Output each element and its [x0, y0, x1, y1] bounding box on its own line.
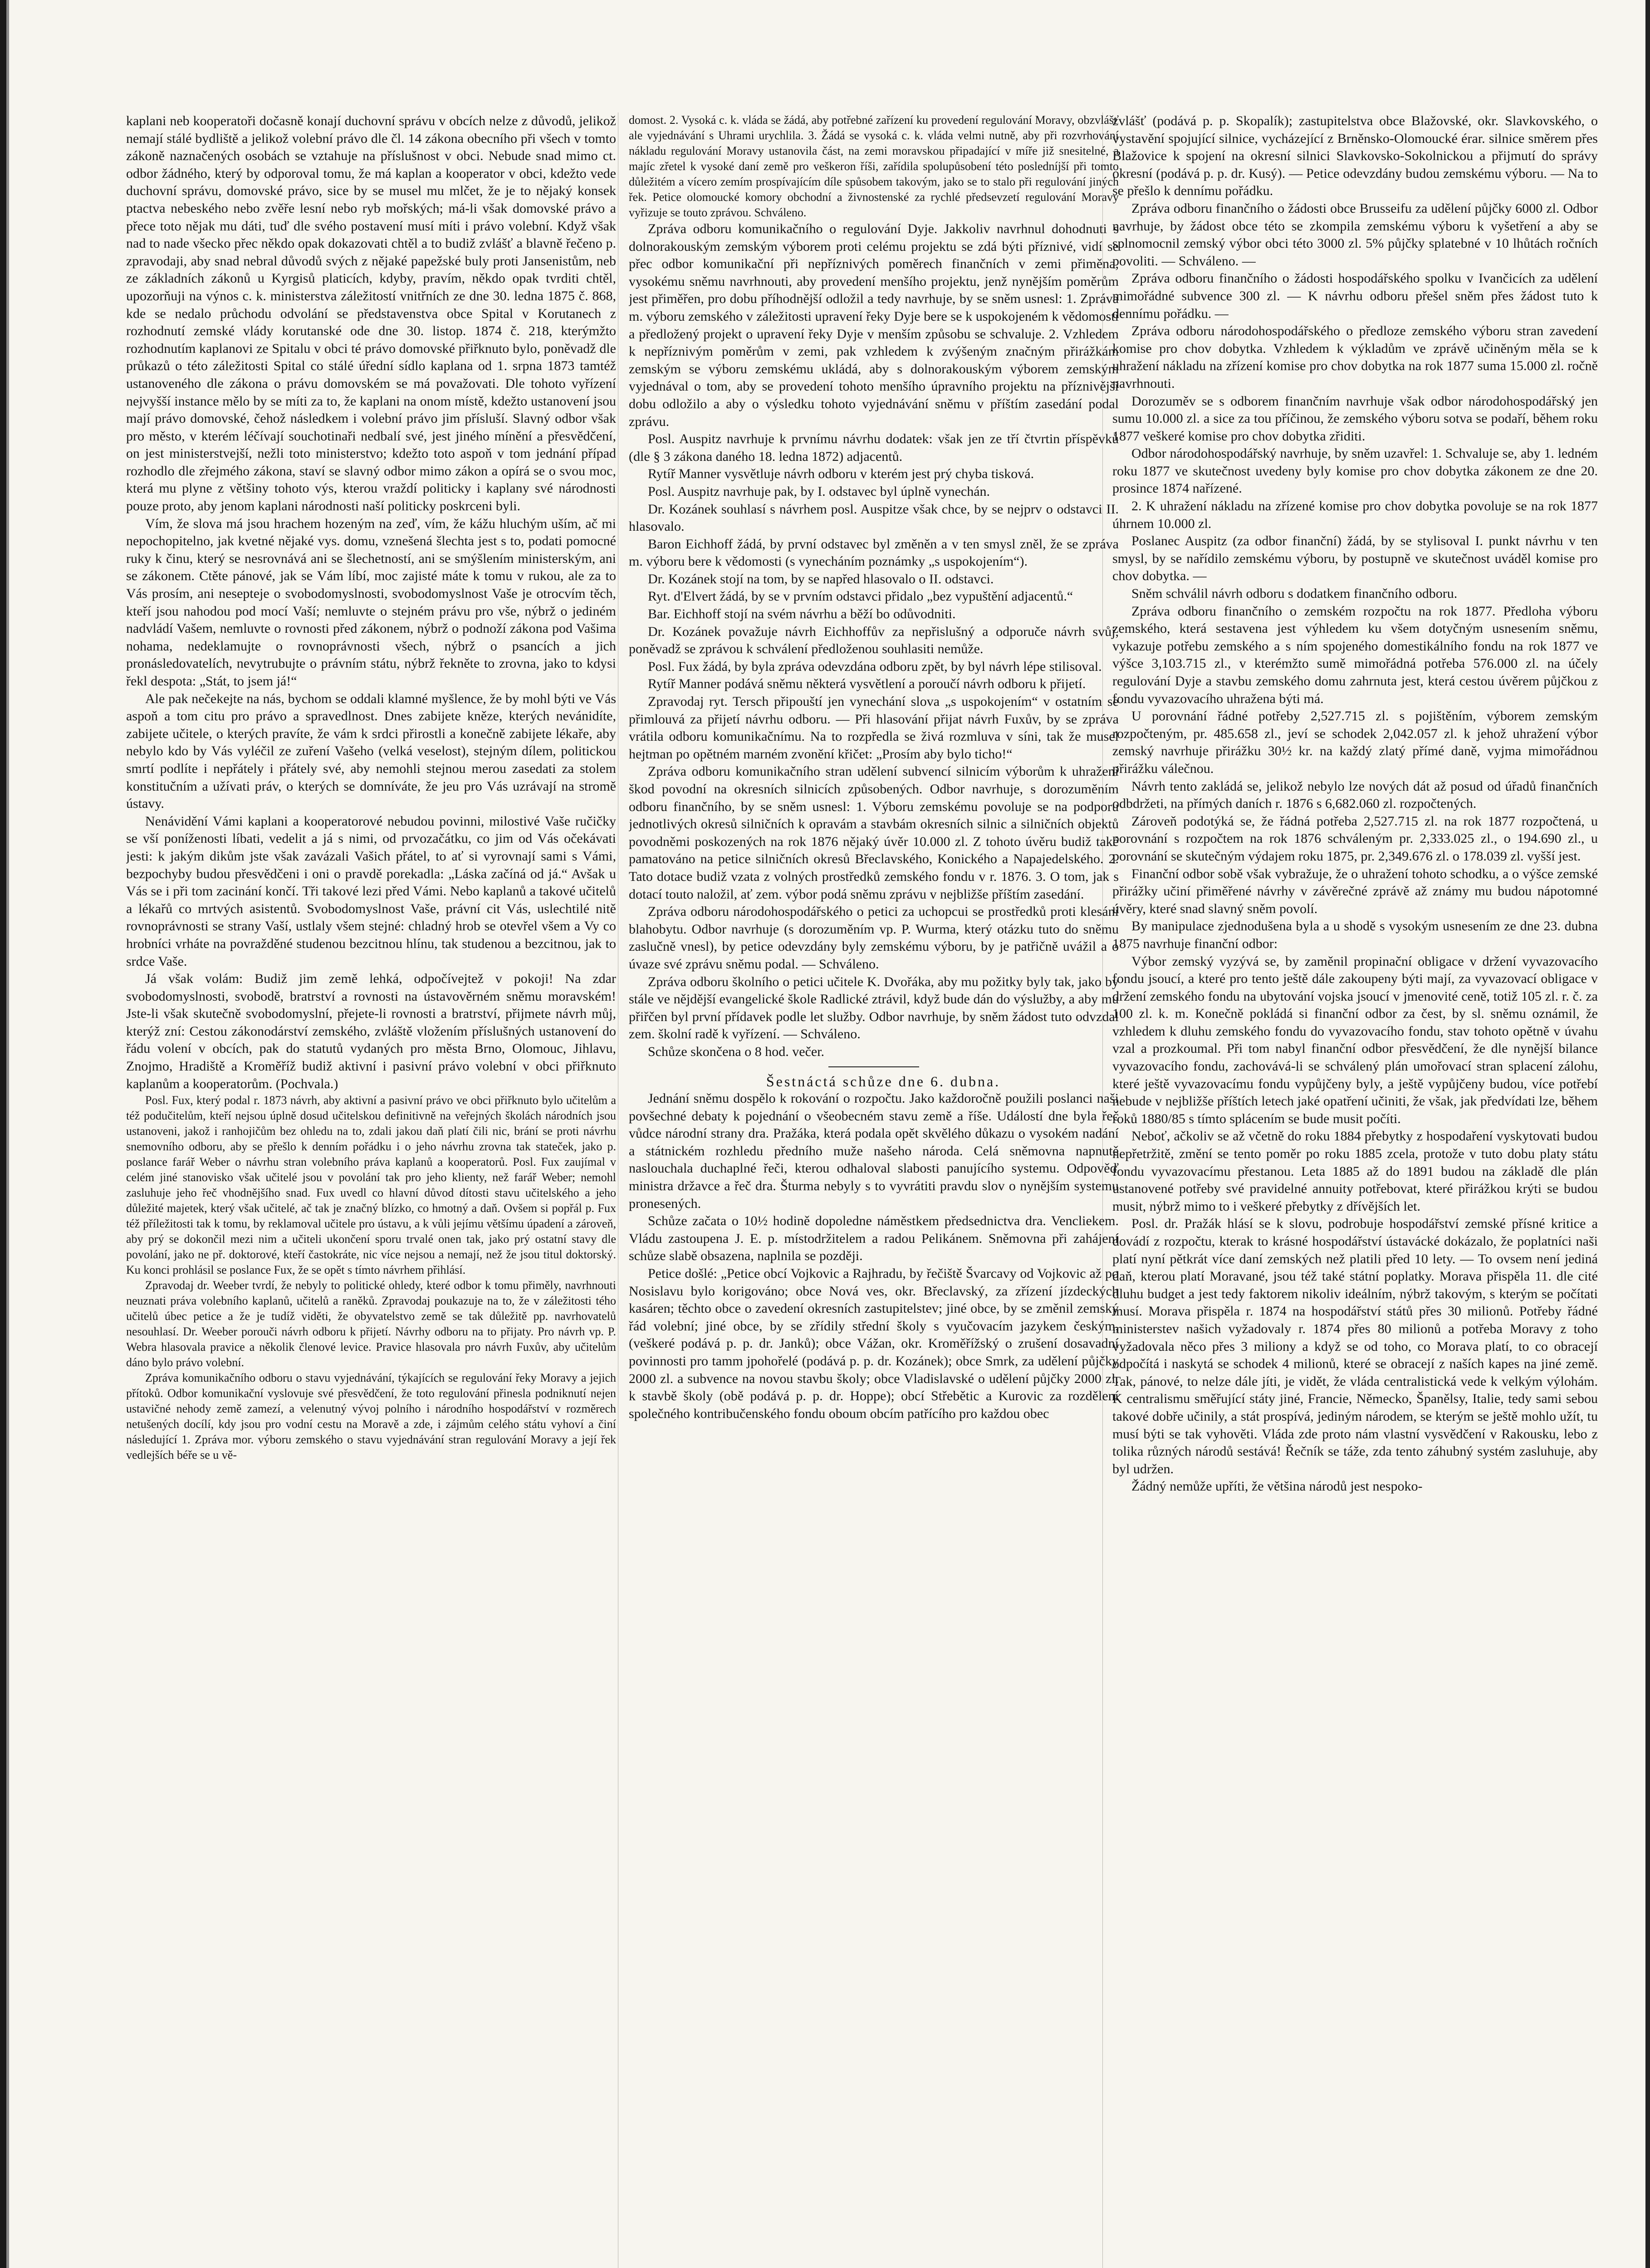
paragraph: Dorozuměv se s odborem finančním navrhuje však odbor národohospodářský jen sumu 10.000 zl. a sice za tou příčinou, že zemského výboru sotva se podaří, během roku 1877 veškeré komise pro chov dobytka zřiditi.: [1112, 393, 1598, 444]
paragraph: Posl. Fux, který podal r. 1873 návrh, aby aktivní a pasivní právo ve obci přiřknuto bylo učitelům a též podučitelům, kteří nejsou úplně dosud učitelskou definitivně na veřejných školách národních jsou ustanoveni, jakož i ranhojičům bez ohledu na to, zdali jakou daň platí čili nic, brání se proti návrhu snemovního odboru, aby se přešlo k denním pořádku i o jeho návrhu zrovna tak stateček, jako p. poslance farář Weber o návrhu stran volebního práva kaplanů a kooperatorů. Posl. Fux zaujímal v celém jiné stanovisko však učitelé jsou v povolání tak pro jeho klienty, než farář Weber; nemohl zasluhuje jeho řeč vhodnějšího snad. Fux uvedl co hlavní důvod dítosti stavu učitelského a jeho důležité majetek, který však učitelé, ač tak je značný blízko, co hmotný a daň. Ovšem si popřál p. Fux též příležitosti tak k tomu, by reklamoval učitele pro ústavu, a k vůli jejímu většímu úpadení a zároveň, aby prý se dokončil mezi nim a učiteli ukončení sporu trvalé onen tak, jako prý ostatní stavy dle povolání, jako ne př. doktorové, kteří častokráte, nic více nejsou a nemají, než že jsou titul doktorský. Ku konci prohlásil se poslance Fux, že se opět s tímto návrhem přihlásí.: [126, 1094, 616, 1277]
paragraph: Odbor národohospodářský navrhuje, by sněm uzavřel: 1. Schvaluje se, aby 1. ledném roku 1877 ve skutečnost uvedeny byly komise pro chov dobytka zákonem ze dne 20. prosince 1874 nařízené.: [1112, 446, 1598, 496]
paragraph: kaplani neb kooperatoři dočasně konají duchovní správu v obcích nelze z důvodů, jelikož nemají stálé bydliště a jelikož volební právo dle čl. 14 zákona obecního při všech v tomto zákoně naznačených osobách se vztahuje na příslušnost v obci. Nebude snad mimo ct. odbor žádného, který by odporoval tomu, že má kaplan a kooperator v obci, kdežto vede duchovní správu, domovské právo, sice by se musel mu mlčet, že je to nějaký konsek ptactva nebeského nebo zvěře lesní nebo ryb mořských; má-li však domovské právo a přece toto nějak mu dáti, tuď dle svého postavení musí míti i právo volební. Když však nad to nade všecko přec někdo opak dokazovati chtěl a to budiž zvlášť a blavně řečeno p. zpravodaji, aby snad nebral důvodů svých z nějaké papežské buly proti Jansenistům, neb ze základních zákonů u Kyrgisů platicích, kdyby, pravím, někdo opak tvrditi chtěl, upozorňuji na výnos c. k. ministerstva záležitostí vnitřních ze dne 30. ledna 1875 č. 868, kde se nedalo průchodu odvolání se představenstva obce Spital v Korutanech z rozhodnutí zemské vlády korutanské ode dne 30. listop. 1874 č. 218, kterýmžto rozhodnutím kaplanovi ze Spitalu v obci té právo domovské přiřknuto bylo, poněvadž dle průkazů o této záležitosti Spital co stálé úřední sídlo kaplana od 1. srpna 1873 tamtéž ustanoveného dle zákona o právu domovském se má považovati. Dle tohoto vyřízení nejvyšší instance mělo by se míti za to, že kaplani na onom místě, kdežto ustanovení jsou mají právo domovské, čehož následkem i volební právo jim přísluší. Slavný odbor však pro město, v kterém léčívají souchotinaři nedbalí své, jest jiného mínění a přesvědčení, on jest ministerstvejší, nežli toto ministerstvo; kdežto toto aspoň v tom jednání případ rozhodlo dle zřejmého zákona, staví se slavný odbor mimo zákon a opírá se o svou moc, která mu plyne z většiny tohoto výs, kterou vraždí politicky i kaplany své národnosti pouze proto, aby jenom kaplani národnosti naší politicky poskrceni byli.: [126, 113, 616, 514]
paragraph: domost. 2. Vysoká c. k. vláda se žádá, aby potřebné zařízení ku provedení regulování Moravy, obzvlášť ale vyjednávání s Uhrami urychlila. 3. Žádá se vysoká c. k. vláda velmi nutně, aby při rozvrhování nákladu regulování Moravy ustanovila část, na zemi moravskou připadající v míře již snesitelné, a majíc zřetel k vysoké daní země pro veškeron říši, zařídila spolupůsobení této posledníjší při tomto důležitém a vícero zemím prospívajícím díle spůsobem takovým, jako se to stalo při regulování jiných řek. Petice olomoucké komory obchodní a živnostenské za rychlé předsevzetí regulování Moravy vyřizuje se touto zprávou. Schváleno.: [629, 113, 1119, 219]
paragraph: Zpráva odboru finančního o žádosti hospodářského spolku v Ivančicích za udělení mimořádné subvence 300 zl. — K návrhu odboru přešel sněm přes žádost tuto k dennímu pořádku. —: [1112, 271, 1598, 321]
paragraph: Zpráva odboru komunikačního o regulování Dyje. Jakkoliv navrhnul dohodnuti s dolnorakouským zemským výborem proti celému projektu se zdá býti příznivé, vidí se přec odbor komunikační při nepříznivých poměrech finančních v zemi přiměna, vysokému sněmu navrhnouti, aby provedení menšího projektu, jenž nynějším poměrům jest přiměřen, pro dobu příhodnější odložil a tedy navrhuje, by se sněm usnesl: 1. Zpráva m. výboru zemského v záležitosti upravení řeky Dyje bere se k uspokojeném k vědomosti a předložený projekt o upravení řeky Dyje v menším způsobu se schvaluje. 2. Vzhledem k nepříznivým poměrům v zemi, pak vzhledem k zvýšeným značným přirážkám zemským se výboru zemskému ukládá, aby s dolnorakouským výborem zemským vyjednával o tom, aby se provedení tohoto menšího úpravního projektu na příznivější dobu odložilo a aby o výsledku tohoto vyjednávání sněmu v příštím zasedání podal zprávu.: [629, 221, 1119, 429]
paragraph: Výbor zemský vyzývá se, by zaměnil propinační obligace v držení vyvazovacího fondu jsoucí, a které pro tento ještě dále zakoupeny býti mají, za vyvazovací obligace v držení zemského fondu na ubytování vojska jsoucí v jmenovité ceně, totiž 105 zl. r. č. za 100 zl. k. m. Konečně pokládá si finanční odbor za čest, by sl. sněmu oznámil, že vzhledem k dluhu zemského fondu do vyvazovacího fondu, stav tohoto opětně v úvahu vzal a prozkoumal. Při tom nabyl finanční odbor přesvědčení, že dle nynější bilance vyvazovacího fondu, zachovává-li se schválený plán umořovací stran splacení zálohu, které ještě vyvazovacímu fondu vypůjčeny byly, a ještě vypůjčeny budou, více potřebí nebude v nejbližše příštích letech jaké opatření učiniti, že však, jak předvídati lze, během roků 1880/85 s tímto splácením se bude musit počíti.: [1112, 953, 1598, 1126]
paragraph: Posl. dr. Pražák hlásí se k slovu, podrobuje hospodářství zemské přísné kritice a dovádí z rozpočtu, kterak to krásné hospodářství ústavácké dokázalo, že poplatníci naši platí nyní pětkrát více daní zemských než platili před 10 lety. — To ovsem není jediná daň, kterou platí Moravané, jsou též také státní poplatky. Morava přispěla 11. dle cité dluhu budget a jest tedy faktorem nikoliv ideálním, nýbrž takovým, s kterým se počítati musí. Morava přispěla r. 1874 na hospodářství států přes 30 milionů. Potřeby řádné ministerstev našich vyžadovaly r. 1874 přes 80 milionů a potřeba Moravy z toho vyžadovala něco přes 3 miliony a když se od toho, co Morava platí, to co obracejí odpočítá i naskytá se schodek 4 milionů, které se obracejí z naších kapes na jiné země. Tak, pánové, to nelze dále jíti, je vidět, že vláda centralistická vede k velkým výlohám. K centralismu směřující státy jiné, Francie, Německo, Španělsy, Italie, tedy sami sebou takové dobře učinily, a stát prospívá, jediným národem, se kterým se ještě mohlo užít, tu musí býti se tak vyhověti. Vláda zde proto nám vlastní vysvědčení v Rakousku, lebo z tolika různých národů sestává! Řečník se táže, zda tento záhubný systém zasluhuje, aby byl udržen.: [1112, 1216, 1598, 1476]
paragraph: Neboť, ačkoliv se až včetně do roku 1884 přebytky z hospodaření vyskytovati budou nepřetržitě, změní se tento poměr po roku 1885 zcela, protože v tuto dobu platy státu fondu vyvazovacímu přestanou. Leta 1885 až do 1891 budou na základě dle plán ustanovené potřeby své pravidelné annuity potřebovat, které přirážkou krýti se budou musit, nýbrž mimo to i veškeré přebytky z dřívějších let.: [1112, 1129, 1598, 1214]
paragraph: Sněm schválil návrh odboru s dodatkem finančního odboru.: [1131, 586, 1458, 601]
paragraph: Schůze začata o 10½ hodině dopoledne náměstkem předsednictva dra. Vencliekem. Vládu zastoupena J. E. p. místodržitelem a radou Pelikánem. Sněmovna při zahájení schůze slabě obsazena, naplnila se později.: [629, 1213, 1119, 1264]
paragraph: Zpráva odboru finančního o zemském rozpočtu na rok 1877. Předloha výboru zemského, která sestavena jest výhledem ku všem dotyčným usnesením sněmu, vykazuje potřebu zemského a s ním spojeného domestikálního fondu na rok 1877 ve výšce 3,103.715 zl., v kterémžto sumě mimořádná potřeba 576.000 zl. na účely regulování Dyje a stavbu zemského domu zahrnuta jest, která cestou úvěrem půjčkou z fondu vyvazovacího uhražena býti má.: [1112, 603, 1598, 706]
paragraph: Vím, že slova má jsou hrachem hozeným na zeď, vím, že kážu hluchým uším, ač mi nepochopitelno, jak kvetné nějaké vys. domu, vznešená šlechta jest s to, podati pomocné ruky k činu, který se nesrovnává ani se šlechetností, ani se smýšlením ministerským, ani se zákonem. Ctěte pánové, jak se Vám líbí, moc zajisté máte k tomu v rukou, ale za to Vás prosím, ani nesepteje o svobodomyslnosti, svobodomyslnost Vaše je otrocvím těch, kteří jsou nahodou pod mocí Vaší; nemluvte o stejném právu pro vše, nýbrž o jediném nadvládí Vašem, nemluvte o rovnosti před zákonem, nýbrž o podnoží zákona pod Vašima nohama, nedeklamujte o rovnoprávnosti všech, nýbrž o psancích a jich pronásledovatelích, nevytrubujte o právním státu, nýbrž řekněte to zrovna, jako to kdysi řekl despota: „Stát, to jsem já!“: [126, 516, 616, 689]
paragraph: Dr. Kozánek považuje návrh Eichhoffův za nepřislušný a odporuče návrh svůj, poněvadž se zprávou k schválení předloženou souhlasiti nemůže.: [629, 624, 1119, 657]
paragraph: Zpráva komunikačního odboru o stavu vyjednávání, týkajících se regulování řeky Moravy a jejich přítoků. Odbor komunikační vyslovuje své přesvědčení, že toto regulování přinesla podniknutí nejen ustavičné nehody země zamezí, a velenutný vývoj polního i národního hospodářství v rozměrech netušených docílí, kdy jsou pro vodní cestu na Moravě a zde, i zájmům celého státu vyhoví a činí následující 1. Zpráva mor. výboru zemského o stavu vyjednávání stran regulování Moravy a její řek vedlejších béře se u vě-: [126, 1371, 616, 1462]
paragraph: zvlášť (podává p. p. Skopalík); zastupitelstva obce Blažovské, okr. Slavkovského, o vystavění spojující silnice, vycházející z Brněnsko-Olomoucké érar. silnice směrem přes Blažovice k spojení na okresní silnici Slavkovsko-Sokolnickou a přijmutí do správy okresní (podává p. p. dr. Kusý). — Petice odevzdány budou zemskému výboru. — Na to se přešlo k dennímu pořádku.: [1112, 113, 1598, 199]
paragraph: Posl. Auspitz navrhuje k prvnímu návrhu dodatek: však jen ze tří čtvrtin příspěvků (dle § 3 zákona daného 18. ledna 1872) adjacentů.: [629, 431, 1119, 464]
paragraph: Jednání sněmu dospělo k rokování o rozpočtu. Jako každoročně použili poslanci naši povšechné debaty k pojednání o všeobecném stavu země a říše. Událostí dne byla řeč vůdce národní strany dra. Pražáka, která podala opět skvělého důkazu o vysokém nadání a státnickém rozhledu předního muže našeho národa. Celá sněmovna napnutě naslouchala duchaplné řeči, kterou odhaloval slabosti panujícího systemu. Odpověď ministra državce a řeč dra. Šturma nebyly s to vyvrátiti pravdu slov o nynějším systemu pronesených.: [629, 1091, 1119, 1211]
paragraph: Baron Eichhoff žádá, by první odstavec byl změněn a v ten smysl zněl, že se zpráva m. výboru bere k vědomosti (s vynecháním poznámky „s uspokojením“).: [629, 536, 1119, 569]
paragraph: Finanční odbor sobě však vybražuje, že o uhražení tohoto schodku, a o výšce zemské přirážky učiní přiměřené návrhy v závěrečné zprávě až známy mu budou nápotomné úvěry, které snad slavný sněm povolí.: [1112, 866, 1598, 916]
paragraph: Schůze skončena o 8 hod. večer.: [648, 1044, 825, 1059]
section-rule: [828, 1066, 919, 1067]
paragraph: Já však volám: Budiž jim země lehká, odpočívejtež v pokoji! Na zdar svobodomyslnosti, svobodě, bratrství a rovnosti na ústavověrném sněmu moravském! Jste-li však skutečně svobodomyslní, přejete-li rovnosti a bratrství, přijmete návrh můj, kterýž zní: Cestou zákonodárství zemského, zvláště vložením příslušných ustanovení do řádu volení v obcích, pak do statutů vydaných pro města Brno, Olomouc, Jihlavu, Znojmo, Hradiště a Kroměříž budiž aktivní i pasivní právo volební v obci přiřknuto kaplanům a kooperatorům. (Pochvala.): [126, 971, 616, 1091]
scan-edge-left: [0, 0, 12, 2268]
paragraph: Nenávidění Vámi kaplani a kooperatorové nebudou povinni, milostivé Vaše ručičky se vší poníženosti líbati, vedelit a já s nimi, od prvozačátku, co jim od Vás očekávati jesti: k jakým dikům jste však zavázali Vašich přátel, to ať si vyrovnají sami s Vámi, bezpochyby budou přesvědčeni i oni o pravdě porekadla: „Láska začíná od já.“ Avšak u Vás se i při tom zacinání končí. Tři takové lezi před Vámi. Nebo kaplanů a takové učitelů a lékařů co mrtvých asistentů. Svobodomyslnost Vaše, právní cit Vás, uslechtilé nitě rovnoprávnosti se strany Vaší, ustlaly všem stejné: chladný hrob se otevřel všem a Vy co hrobníci vrháte na povražděné studenou bezcitnou hlínu, tak studenou a bezcitnou, jak to srdce Vaše.: [126, 813, 616, 969]
paragraph: Zpravodaj ryt. Tersch připouští jen vynechání slova „s uspokojením“ v ostatním se přimlouvá za přijetí návrhu odboru. — Při hlasování přijat návrh Fuxův, by se zpráva vrátila odboru komunikačnímu. Na to rozpředla se živá rozmluva v síni, tak že musel hejtman po opětném marném zvonění křičet: „Prosím aby bylo ticho!“: [629, 694, 1119, 762]
paragraph: 2. K uhražení nákladu na zřízené komise pro chov dobytka povoluje se na rok 1877 úhrnem 10.000 zl.: [1112, 499, 1598, 531]
paragraph: Posl. Fux žádá, by byla zpráva odevzdána odboru zpět, by byl návrh lépe stilisoval.: [648, 659, 1102, 674]
paragraph: Ale pak nečekejte na nás, bychom se oddali klamné myšlence, že by mohl býti ve Vás aspoň a tom citu pro právo a spravedlnost. Dnes zabijete kněze, kterých nevánidíte, zabijete učitele, o kterých pravíte, že vám k srdci přirostli a konečně zabijete lékaře, aby nebylo kdo by Vás vyléčil ze zuření Vašeho (velká veselost), stejným dílem, politickou smrtí podlíte i nepřátely i přátely své, aby nemohli stejnou merou zasedati za stolem konstitučním a užívati práv, o kterých se domníváte, že jeu pro Vás uzrávají na stromě ústavy.: [126, 691, 616, 811]
column-1: [126, 112, 616, 2268]
paragraph: By manipulace zjednodušena byla a u shodě s vysokým usnesením ze dne 23. dubna 1875 navrhuje finanční odbor:: [1112, 919, 1598, 951]
paragraph: Zpráva odboru finančního o žádosti obce Brusseifu za udělení půjčky 6000 zl. Odbor navrhuje, by žádost obce této se zkompila zemskému výboru k vyšetření a aby se splnomocnil zemský výbor obci této 3000 zl. 5% půjčky splatebné v 10 lhůtách ročních povoliti. — Schváleno. —: [1112, 200, 1598, 269]
paragraph: Ryt. d'Elvert žádá, by se v prvním odstavci přidalo „bez vypuštění adjacentů.“: [648, 589, 1073, 604]
paragraph: Dr. Kozánek stojí na tom, by se napřed hlasovalo o II. odstavci.: [648, 571, 994, 587]
paragraph: Zpráva odboru národohospodářského o předloze zemského výboru stran zavedení komise pro chov dobytka. Vzhledem k výkladům ve zprávě učiněným měla se k uhražení nákladu na zřízení komise pro chov dobytka na rok 1877 suma 15.000 zl. ročně navrhnouti.: [1112, 323, 1598, 391]
column-3: [1112, 112, 1598, 2268]
paragraph: Bar. Eichhoff stojí na svém návrhu a běží bo odůvodniti.: [648, 606, 956, 622]
paragraph: Dr. Kozánek souhlasí s návrhem posl. Auspitze však chce, by se nejprv o odstavci II. hlasovalo.: [629, 501, 1119, 534]
paragraph: Rytíř Manner vysvětluje návrh odboru v kterém jest prý chyba tisková.: [648, 466, 1034, 482]
column-2: [629, 112, 1119, 2268]
section-heading: Šestnáctá schůze dne 6. dubna.: [766, 1073, 1001, 1090]
paragraph: Petice došlé: „Petice obcí Vojkovic a Rajhradu, by řečiště Švarcavy od Vojkovic až po Nosislavu bylo korigováno; obce Nová ves, okr. Břeclavský, za zřízení jízdeckých kasáren; těchto obce o zavedení okresních zastupitelstev; jiné obce, by se změnil zemský řád volební; jiné obce, by se zřídily střední školy s vyučovacím jazykem českým, (veškeré podává p. p. dr. Janků); obce Vážan, okr. Kroměřížský o zrušení dosavadní povinnosti pro tamm jpohořelé (podává p. p. dr. Kozánek); obce Smrk, za udělení půjčky 2000 zl. a subvence na novou stavbu školy; obce Vladislavské o udělení půjčky 2000 zl. k stavbě školy (obě podává p. p. dr. Hoppe); obcí Střebětic a Kurovic za rozdělení společného kontribučenského fondu oboum obcím patřícího pro každou obec: [629, 1266, 1119, 1421]
paragraph: Zároveň podotýká se, že řádná potřeba 2,527.715 zl. na rok 1877 rozpočtená, u porovnání s rozpočtem na rok 1876 schváleným pr. 2,333.025 zl., o 194.690 zl., u porovnání se skutečným výdajem roku 1875, pr. 2,349.676 zl. o 178.039 zl. vyšší jest.: [1112, 813, 1598, 864]
scan-edge-right: [1643, 0, 1650, 2268]
paragraph: Zpráva odboru komunikačního stran udělení subvencí silnicím výborům k uhražení škod povodní na okresních silnicích způsobených. Odbor navrhuje, s dorozuměním odboru finančního, by se sněm usnesl: 1. Výboru zemskému povoluje se na podporu jednotlivých okresů silničních k opravám a stavbám okresních silnic a silničních objektů povodněmi poskozených na rok 1876 nějaký úvěr 10.000 zl. Z tohoto úvěru budiž také pamatováno na petice silničních okresů Břeclavského, Konického a Napajedelského. 2. Tato dotace budiž vzata z volných prostředků zemského fondu v r. 1876. 3. O tom, jak s dotací touto naložil, ať zem. výbor podá sněmu zprávu v nejbližše příštím zasedání.: [629, 764, 1119, 902]
paragraph: U porovnání řádné potřeby 2,527.715 zl. s pojištěním, výborem zemským rozpočteným, pr. 485.658 zl., jeví se schodek 2,042.057 zl. k jehož uhražení výbor zemský navrhuje přirážku 30½ kr. na každý zlatý přímé daně, vyjma mimořádnou přirážku válečnou.: [1112, 709, 1598, 776]
paragraph: Zpráva odboru národohospodářského o petici za uchopcui se prostředků proti klesání blahobytu. Odbor navrhuje (s dorozuměním vp. P. Wurma, který otázku tuto do sněmu zaslučně vnesl), by petice odevzdány byly zemskému výboru, by je patřičně uvážil a o úvaze své zprávu sněmu podal. — Schváleno.: [629, 904, 1119, 972]
paragraph: Zpravodaj dr. Weeber tvrdí, že nebyly to politické ohledy, které odbor k tomu přiměly, navrhnouti neuznati práva volebního kaplanů, učitelů a raněků. Zpravodaj poukazuje na to, že v záležitosti tého učitelů úbec petice a že je tudíž viděti, že obyvatelstvo země se tak důležitě pp. navrhovatelů nesouhlasí. Dr. Weeber porouči návrh odboru k přijetí. Návrhy odboru na to přijaty. Pro návrh vp. P. Webra hlasovala pravice a několik členové levice. Pravice hlasovala pro návrh Fuxův, aby učitelům dáno bylo právo volební.: [126, 1279, 616, 1369]
paragraph: Poslanec Auspitz (za odbor finanční) žádá, by se stylisoval I. punkt návrhu v ten smysl, by se nařídilo zemskému výboru, by postupně ve skutečnost uváděl komise pro chov dobytka. —: [1112, 533, 1598, 584]
paragraph: Žádný nemůže upříti, že většina národů jest nespoko-: [1131, 1479, 1423, 1494]
paragraph: Rytíř Manner podává sněmu některá vysvětlení a poroučí návrh odboru k přijetí.: [648, 676, 1086, 692]
paragraph: Posl. Auspitz navrhuje pak, by I. odstavec byl úplně vynechán.: [648, 484, 990, 499]
paragraph: Zpráva odboru školního o petici učitele K. Dvořáka, aby mu požitky byly tak, jako by stále ve nějdější evangelické škole Radlické ztrávil, když bude dán do výslužby, a aby mu přiřčen byl první přídavek podle let služby. Odbor navrhuje, by sněm žádost tuto odvzdal zem. školní radě k vyřízení. — Schváleno.: [629, 974, 1119, 1042]
paragraph: Návrh tento zakládá se, jelikož nebylo lze nových dát až posud od úřadů finančních odbdržeti, na přímých daních r. 1876 s 6,682.060 zl. rozpočtených.: [1112, 778, 1598, 811]
